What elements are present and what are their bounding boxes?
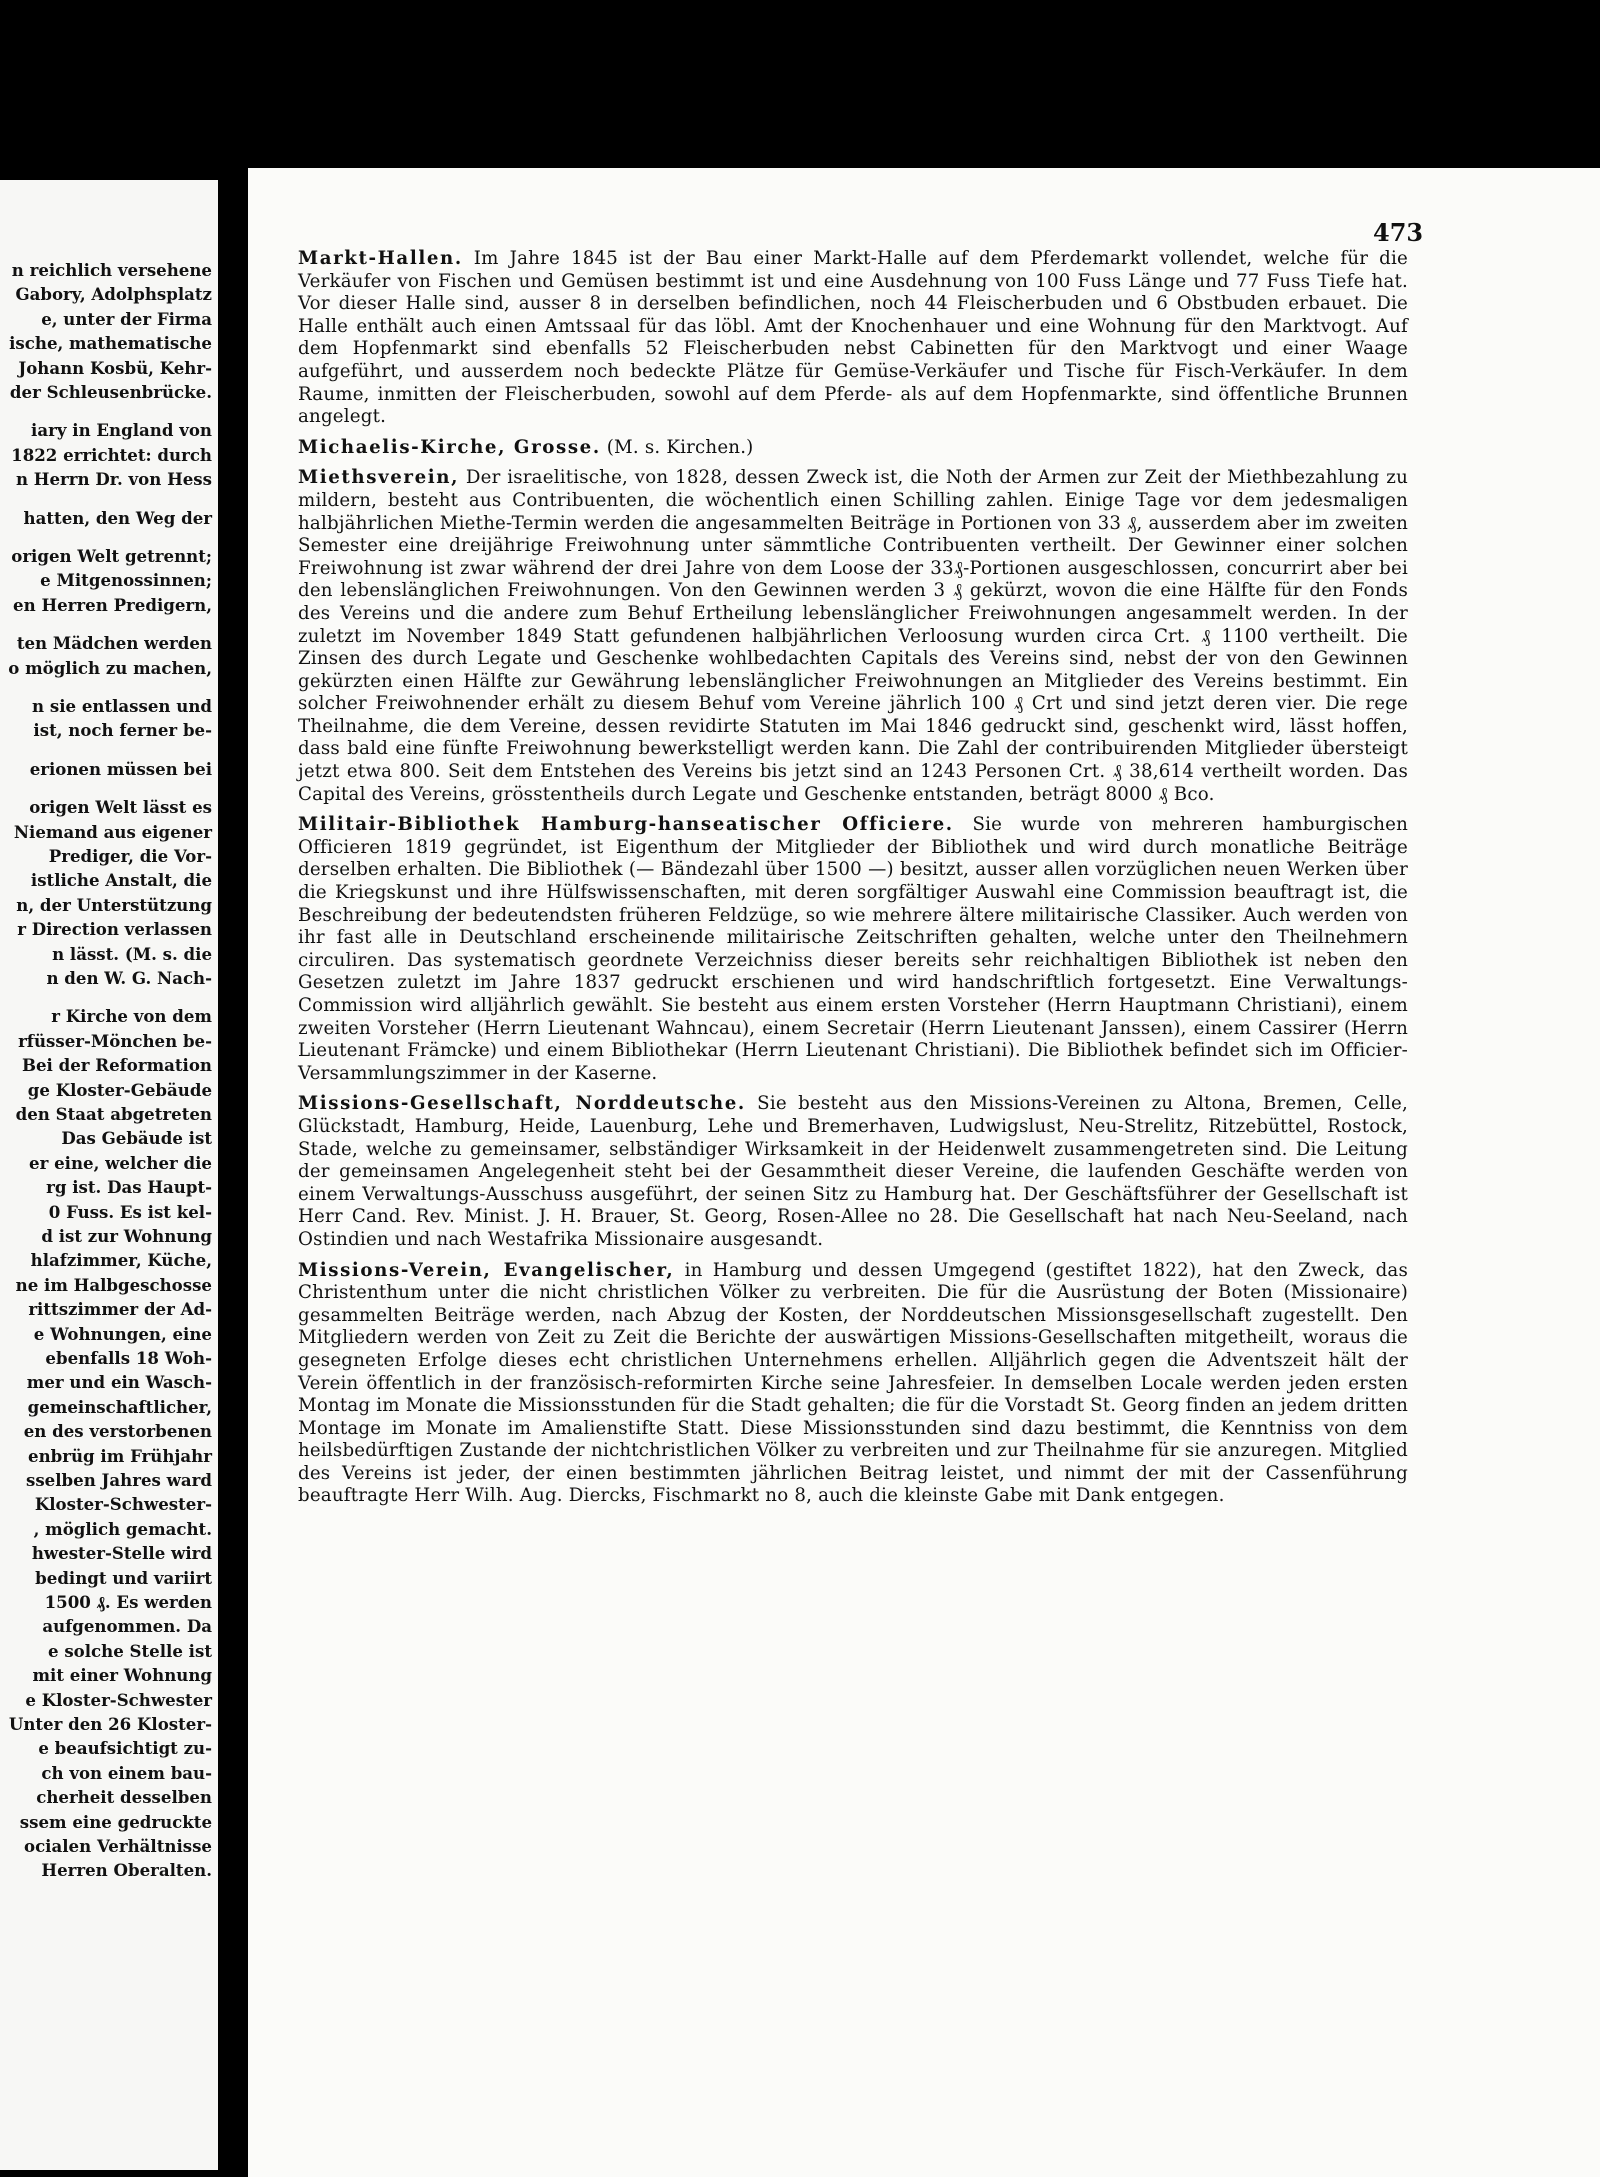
left-page-line: Niemand aus eigener (13, 821, 212, 842)
entry-heading: Missions-Verein, Evangelischer, (298, 1259, 675, 1281)
left-page-line: Prediger, die Vor- (48, 846, 212, 866)
left-page-line: mer und ein Wasch- (26, 1372, 212, 1393)
left-page-line: aufgenommen. Da (42, 1616, 212, 1637)
left-page-line: ne im Halbgeschosse (15, 1274, 212, 1295)
left-page-line: origen Welt getrennt; (11, 546, 212, 566)
left-page-line: den Staat abgetreten (15, 1104, 212, 1124)
left-page-line: n den W. G. Nach- (46, 968, 212, 988)
entry-miethsverein (298, 467, 1408, 806)
entry-text: Im Jahre 1845 ist der Bau einer Markt-Halle auf dem Pferdemarkt vollendet, welche für die Verkäufer von Fischen und Gemüsen bestimmt ist und eine Ausdehnung von 100 Fuss Länge und 77 Fuss Tiefe hat. Vor dieser Halle sind, ausser 8 in derselben befindlichen, noch 44 Fleischerbuden und 6 Obstbuden erbauet. Die Halle enthält auch einen Amtssaal für das löbl. Amt der Knochenhauer und eine Wohnung für den Marktvogt. Auf dem Hopfenmarkt sind ebenfalls 52 Fleischerbuden nebst Cabinetten für den Marktvogt und einer Waage aufgeführt, und ausserdem noch bedeckte Plätze für Gemüse-Verkäufer und Tische für Fisch-Verkäufer. In dem Raume, inmitten der Fleischerbuden, sowohl auf dem Pferde- als auf dem Hopfenmarkte, sind öffentliche Brunnen angelegt. (298, 248, 1408, 428)
left-page-line: , möglich gemacht. (33, 1518, 212, 1539)
entry-heading: Militair-Bibliothek Hamburg-hanseatischer Officiere. (298, 814, 954, 836)
left-page-line: Herren Oberalten. (41, 1860, 212, 1881)
left-page-line: hatten, den Weg der (23, 507, 212, 528)
left-page-line: Johann Kosbü, Kehr- (18, 357, 212, 378)
left-page-line: n lässt. (M. s. die (52, 943, 212, 964)
left-page-line: bedingt und variirt (35, 1567, 212, 1588)
left-page-line: ssem eine gedruckte (19, 1811, 212, 1832)
left-page-line: n Herrn Dr. von Hess (15, 469, 212, 490)
left-page-line: rittszimmer der Ad- (28, 1299, 212, 1320)
left-page-line: e solche Stelle ist (47, 1640, 212, 1661)
left-page-line: der Schleusenbrücke. (9, 382, 212, 402)
left-page-line: Das Gebäude ist (61, 1128, 212, 1149)
left-page-line: Bei der Reformation (21, 1055, 212, 1076)
left-page-line: er eine, welcher die (29, 1152, 212, 1173)
entry-militair-bibliothek (298, 814, 1408, 1085)
left-page-line: mit einer Wohnung (32, 1665, 212, 1686)
left-page-line: o möglich zu machen, (8, 657, 212, 678)
left-page-line: en Herren Predigern, (13, 594, 212, 615)
entry-heading: Michaelis-Kirche, Grosse. (298, 436, 601, 458)
left-page-line: d ist zur Wohnung (41, 1226, 212, 1246)
left-page-line: ge Kloster-Gebäude (27, 1079, 212, 1100)
left-page-line: 0 Fuss. Es ist kel- (48, 1201, 212, 1222)
left-page (0, 180, 222, 2170)
right-page (248, 168, 1600, 2177)
left-page-line: r Kirche von dem (51, 1006, 212, 1027)
entry-michaelis-kirche (298, 437, 1408, 460)
left-page-line: r Direction verlassen (17, 919, 212, 940)
entry-heading: Missions-Gesellschaft, Norddeutsche. (298, 1093, 746, 1115)
left-page-line: e, unter der Firma (41, 308, 212, 329)
left-page-line: ocialen Verhältnisse (24, 1836, 212, 1856)
entry-markt-hallen (298, 248, 1408, 429)
entry-heading: Markt-Hallen. (298, 248, 463, 269)
left-page-line: hwester-Stelle wird (31, 1543, 212, 1564)
left-page-line: ische, mathematische (9, 333, 212, 354)
page-number: 473 (1373, 218, 1424, 247)
left-page-line: Gabory, Adolphsplatz (15, 284, 212, 305)
left-page-line: rg ist. Das Haupt- (46, 1177, 212, 1198)
entry-missions-gesellschaft (298, 1093, 1408, 1251)
left-page-line: n reichlich versehene (11, 260, 212, 280)
left-page-line: enbrüg im Frühjahr (28, 1445, 212, 1466)
left-page-line: 1822 errichtet: durch (11, 444, 212, 465)
entry-text: Sie wurde von mehreren hamburgischen Officieren 1819 gegründet, ist Eigenthum der Mitglieder der Bibliothek und wird durch monatliche Beiträge derselben erhalten. Die Bibliothek (— Bändezahl über 1500 —) besitzt, ausser allen vorzüglichen neuen Werken über die Kriegskunst und ihre Hülfswissenschaften, mit deren sorgfältiger Auswahl eine Commission beauftragt ist, die Beschreibung der bedeutendsten früheren Feldzüge, so wie mehrere ältere militairische Classiker. Auch werden von ihr fast alle in Deutschland erscheinende militairische Zeitschriften gehalten, welche unter den Theilnehmern circuliren. Das systematisch geordnete Verzeichniss dieser bereits sehr reichhaltigen Bibliothek ist neben den Gesetzen zuletzt im Jahre 1837 gedruckt erschienen und wird handschriftlich fortgesetzt. Eine Verwaltungs-Commission wird alljährlich gewählt. Sie besteht aus einem ersten Vorsteher (Herrn Hauptmann Christiani), einem zweiten Vorsteher (Herrn Lieutenant Wahncau), einem Secretair (Herrn Lieutenant Janssen), einem Cassirer (Herrn Lieutenant Främcke) und einem Bibliothekar (Herrn Lieutenant Christiani). Die Bibliothek befindet sich im Officier-Versammlungszimmer in der Kaserne. (298, 814, 1408, 1084)
left-page-line: sselben Jahres ward (25, 1470, 212, 1490)
entry-text: Sie besteht aus den Missions-Vereinen zu Altona, Bremen, Celle, Glückstadt, Hamburg, Heide, Lauenburg, Lehe und Bremerhaven, Ludwigslust, Neu-Strelitz, Ritzebüttel, Rostock, Stade, welche zu gemeinsamer, selbständiger Wirksamkeit in der Heidenwelt zusammengetreten sind. Die Leitung der gemeinsamen Angelegenheit steht bei der Gesammtheit dieser Vereine, die laufenden Geschäfte werden von einem Verwaltungs-Ausschuss ausgeführt, der seinen Sitz zu Hamburg hat. Der Geschäftsführer der Gesellschaft ist Herr Cand. Rev. Minist. J. H. Brauer, St. Georg, Rosen-Allee no 28. Die Gesellschaft hat nach Neu-Seeland, nach Ostindien und nach Westafrika Missionaire ausgesandt. (298, 1093, 1408, 1250)
book-gutter (218, 180, 248, 2177)
left-page-line: ch von einem bau- (41, 1762, 212, 1783)
left-page-line: en des verstorbenen (23, 1421, 212, 1442)
left-page-line: origen Welt lässt es (29, 797, 212, 818)
entry-heading: Miethsverein, (298, 467, 460, 489)
left-page-line: istliche Anstalt, die (30, 870, 212, 891)
entry-missions-verein (298, 1260, 1408, 1509)
entry-text: Der israelitische, von 1828, dessen Zweck ist, die Noth der Armen zur Zeit der Miethbezahlung zu mildern, besteht aus Contribuenten, die wöchentlich einen Schilling zahlen. Einige Tage vor dem jedesmaligen halbjährlichen Miethe-Termin werden die angesammelten Beiträge in Portionen von 33 ₰, ausserdem aber im zweiten Semester eine dreijährige Freiwohnung unter sämmtliche Contribuenten vertheilt. Der Gewinner einer solchen Freiwohnung ist zwar während der drei Jahre von dem Loose der 33₰-Portionen ausgeschlossen, concurrirt aber bei den lebenslänglichen Freiwohnungen. Von den Gewinnen werden 3 ₰ gekürzt, wovon die eine Hälfte für den Fonds des Vereins und die andere zum Behuf Ertheilung lebenslänglicher Freiwohnungen angesammelt werden. In der zuletzt im November 1849 Statt gefundenen halbjährlichen Verloosung wurden circa Crt. ₰ 1100 vertheilt. Die Zinsen des durch Legate und Geschenke wohlbedachten Capitals des Vereins sind, nebst der von den Gewinnen gekürzten einen Hälfte zur Gewährung lebenslänglicher Freiwohnungen an Mitglieder des Vereins bestimmt. Ein solcher Freiwohnender erhält zu diesem Behuf vom Vereine jährlich 100 ₰ Crt und sind jetzt deren vier. Die rege Theilnahme, die dem Vereine, dessen revidirte Statuten im Mai 1846 gedruckt sind, geschenkt wird, lässt hoffen, dass bald eine fünfte Freiwohnung bewerkstelligt werden kann. Die Zahl der contribuirenden Mitglieder übersteigt jetzt etwa 800. Seit dem Entstehen des Vereins bis jetzt sind an 1243 Personen Crt. ₰ 38,614 vertheilt worden. Das Capital des Vereins, grösstentheils durch Legate und Geschenke entstanden, beträgt 8000 ₰ Bco. (298, 467, 1408, 805)
left-page-line: rfüsser-Mönchen be- (18, 1030, 212, 1051)
left-page-line: n sie entlassen und (32, 696, 212, 716)
left-page-line: ist, noch ferner be- (33, 720, 212, 741)
entry-text: (M. s. Kirchen.) (600, 436, 754, 458)
left-page-line: iary in England von (31, 420, 212, 441)
left-page-line: e Wohnungen, eine (33, 1323, 212, 1344)
left-page-line: hlafzimmer, Küche, (30, 1250, 212, 1271)
left-page-line: e Kloster-Schwester (25, 1689, 212, 1710)
left-page-line: Kloster-Schwester- (34, 1494, 212, 1515)
left-page-line: cherheit desselben (36, 1787, 212, 1808)
left-page-line: Unter den 26 Kloster- (8, 1714, 212, 1734)
left-page-line: ebenfalls 18 Woh- (45, 1348, 212, 1368)
entry-text: in Hamburg und dessen Umgegend (gestiftet 1822), hat den Zweck, das Christenthum unter die nicht christlichen Völker zu verbreiten. Die für die Ausrüstung der Boten (Missionaire) gesammelten Beiträge werden, nach Abzug der Kosten, der Norddeutschen Missionsgesellschaft zugestellt. Den Mitgliedern werden von Zeit zu Zeit die Berichte der auswärtigen Missions-Gesellschaften mitgetheilt, woraus die gesegneten Erfolge dieses echt christlichen Unternehmens erhellen. Alljährlich gegen die Adventszeit hält der Verein öffentlich in der französisch-reformirten Kirche seine Jahresfeier. In demselben Locale werden jeden ersten Montag im Monate die Missionsstunden für die Stadt gehalten; die für die Vorstadt St. Georg finden an jedem dritten Montage im Monate im Amalienstifte Statt. Diese Missionsstunden sind dazu bestimmt, die Kenntniss von dem heilsbedürftigen Zustande der nichtchristlichen Völker zu verbreiten und zur Theilnahme für sie anzuregen. Mitglied des Vereins ist jeder, der einen bestimmten jährlichen Beitrag leistet, und nimmt der mit der Cassenführung beauftragte Herr Wilh. Aug. Diercks, Fischmarkt no 8, auch die kleinste Gabe mit Dank entgegen. (298, 1259, 1408, 1507)
entries (298, 248, 1408, 1516)
left-page-line: erionen müssen bei (29, 758, 212, 779)
left-page-line: 1500 ₰. Es werden (44, 1592, 212, 1612)
left-page-line: n, der Unterstützung (16, 894, 212, 915)
left-page-line: ten Mädchen werden (16, 633, 212, 654)
left-page-line: e beaufsichtigt zu- (38, 1738, 212, 1759)
left-page-line: gemeinschaftlicher, (27, 1396, 212, 1417)
left-page-line: e Mitgenossinnen; (40, 570, 212, 591)
